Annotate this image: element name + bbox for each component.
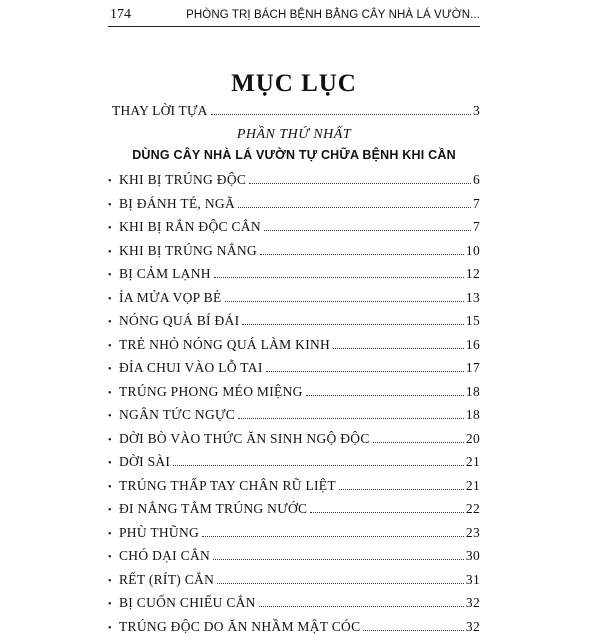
part-label: PHẦN THỨ NHẤT <box>108 127 480 143</box>
toc-entry <box>108 313 480 337</box>
entry-page-number: 32 <box>466 595 480 611</box>
toc-entry <box>108 431 480 455</box>
entry-label: ỈA MỬA VỌP BẺ <box>119 290 222 306</box>
running-header <box>108 2 480 27</box>
dot-leader <box>242 324 464 325</box>
bullet-icon: • <box>108 505 119 516</box>
bullet-icon: • <box>108 176 119 187</box>
toc-entry <box>108 407 480 431</box>
entry-label: TRÚNG PHONG MÉO MIỆNG <box>119 384 303 400</box>
dot-leader <box>211 114 471 115</box>
toc-title: MỤC LỤC <box>108 70 480 98</box>
bullet-icon: • <box>108 364 119 375</box>
bullet-icon: • <box>108 552 119 563</box>
toc-entry <box>108 337 480 361</box>
bullet-icon: • <box>108 623 119 634</box>
dot-leader <box>260 254 464 255</box>
entry-page-number: 23 <box>466 525 480 541</box>
bullet-icon: • <box>108 270 119 281</box>
bullet-icon: • <box>108 247 119 258</box>
entry-label: KHI BỊ TRÚNG NẮNG <box>119 243 257 259</box>
bullet-icon: • <box>108 529 119 540</box>
entry-label: TRÚNG THẤP TAY CHÂN RŨ LIỆT <box>119 478 336 494</box>
toc-entry <box>108 290 480 314</box>
entry-page-number: 3 <box>473 103 480 119</box>
entry-label: ĐI NẮNG TẮM TRÚNG NƯỚC <box>119 501 307 517</box>
entry-page-number: 31 <box>466 572 480 588</box>
entry-page-number: 18 <box>466 407 480 423</box>
toc-entry <box>108 525 480 549</box>
book-title: PHÒNG TRỊ BÁCH BỆNH BẰNG CÂY NHÀ LÁ VƯỜN... <box>186 9 480 21</box>
toc-entry <box>108 266 480 290</box>
page-number: 174 <box>110 7 131 23</box>
dot-leader <box>306 395 464 396</box>
entry-page-number: 10 <box>466 243 480 259</box>
toc-entry <box>108 501 480 525</box>
entry-label: BỊ CUỐN CHIẾU CẮN <box>119 595 256 611</box>
toc-entry <box>108 478 480 502</box>
part-heading: DÙNG CÂY NHÀ LÁ VƯỜN TỰ CHỮA BỆNH KHI CẦN <box>108 148 480 162</box>
toc-entry <box>108 572 480 596</box>
entry-label: DỜI BÒ VÀO THỨC ĂN SINH NGỘ ĐỘC <box>119 431 370 447</box>
entry-label: RẾT (RÍT) CẮN <box>119 572 214 588</box>
toc-entry <box>108 619 480 642</box>
dot-leader <box>266 371 464 372</box>
toc-entry <box>108 548 480 572</box>
bullet-icon: • <box>108 411 119 422</box>
toc-entry <box>108 219 480 243</box>
bullet-icon: • <box>108 294 119 305</box>
entry-label: THAY LỜI TỰA <box>112 103 208 119</box>
dot-leader <box>202 536 464 537</box>
dot-leader <box>333 348 464 349</box>
entry-page-number: 12 <box>466 266 480 282</box>
dot-leader <box>310 512 464 513</box>
entry-page-number: 7 <box>473 219 480 235</box>
toc-entry <box>108 595 480 619</box>
bullet-icon: • <box>108 317 119 328</box>
toc-entry <box>108 243 480 267</box>
dot-leader <box>249 183 471 184</box>
toc-entry <box>108 196 480 220</box>
entry-page-number: 17 <box>466 360 480 376</box>
toc-entry <box>108 360 480 384</box>
bullet-icon: • <box>108 599 119 610</box>
bullet-icon: • <box>108 341 119 352</box>
entry-label: BỊ CẢM LẠNH <box>119 266 211 282</box>
dot-leader <box>238 418 464 419</box>
entry-page-number: 6 <box>473 172 480 188</box>
entry-page-number: 21 <box>466 478 480 494</box>
dot-leader <box>339 489 464 490</box>
dot-leader <box>217 583 464 584</box>
dot-leader <box>214 277 464 278</box>
entry-page-number: 30 <box>466 548 480 564</box>
entry-page-number: 15 <box>466 313 480 329</box>
entry-page-number: 21 <box>466 454 480 470</box>
entry-label: ĐỈA CHUI VÀO LỖ TAI <box>119 360 263 376</box>
dot-leader <box>225 301 464 302</box>
dot-leader <box>259 606 464 607</box>
toc-entry-list <box>108 172 480 642</box>
dot-leader <box>213 559 464 560</box>
bullet-icon: • <box>108 482 119 493</box>
toc-entry <box>108 172 480 196</box>
entry-label: KHI BỊ TRÚNG ĐỘC <box>119 172 246 188</box>
entry-label: TRÚNG ĐỘC DO ĂN NHẦM MẬT CÓC <box>119 619 360 635</box>
bullet-icon: • <box>108 458 119 469</box>
entry-page-number: 20 <box>466 431 480 447</box>
toc-entry <box>108 454 480 478</box>
entry-label: NÓNG QUÁ BÍ ĐÁI <box>119 313 239 329</box>
bullet-icon: • <box>108 576 119 587</box>
dot-leader <box>173 465 464 466</box>
dot-leader <box>264 230 471 231</box>
bullet-icon: • <box>108 435 119 446</box>
toc-entry-preface <box>112 103 480 119</box>
entry-label: NGÂN TỨC NGỰC <box>119 407 235 423</box>
entry-label: KHI BỊ RẮN ĐỘC CẮN <box>119 219 261 235</box>
entry-page-number: 32 <box>466 619 480 635</box>
bullet-icon: • <box>108 388 119 399</box>
bullet-icon: • <box>108 200 119 211</box>
entry-page-number: 13 <box>466 290 480 306</box>
toc-entry <box>108 384 480 408</box>
entry-label: TRẺ NHỎ NÓNG QUÁ LÀM KINH <box>119 337 330 353</box>
dot-leader <box>238 207 471 208</box>
bullet-icon: • <box>108 223 119 234</box>
entry-page-number: 18 <box>466 384 480 400</box>
entry-label: DỜI SÀI <box>119 454 170 470</box>
entry-page-number: 16 <box>466 337 480 353</box>
entry-page-number: 7 <box>473 196 480 212</box>
dot-leader <box>373 442 464 443</box>
entry-label: CHÓ DẠI CẮN <box>119 548 210 564</box>
entry-label: PHÙ THŨNG <box>119 525 199 541</box>
dot-leader <box>363 630 463 631</box>
entry-page-number: 22 <box>466 501 480 517</box>
entry-label: BỊ ĐÁNH TÉ, NGÃ <box>119 196 235 212</box>
